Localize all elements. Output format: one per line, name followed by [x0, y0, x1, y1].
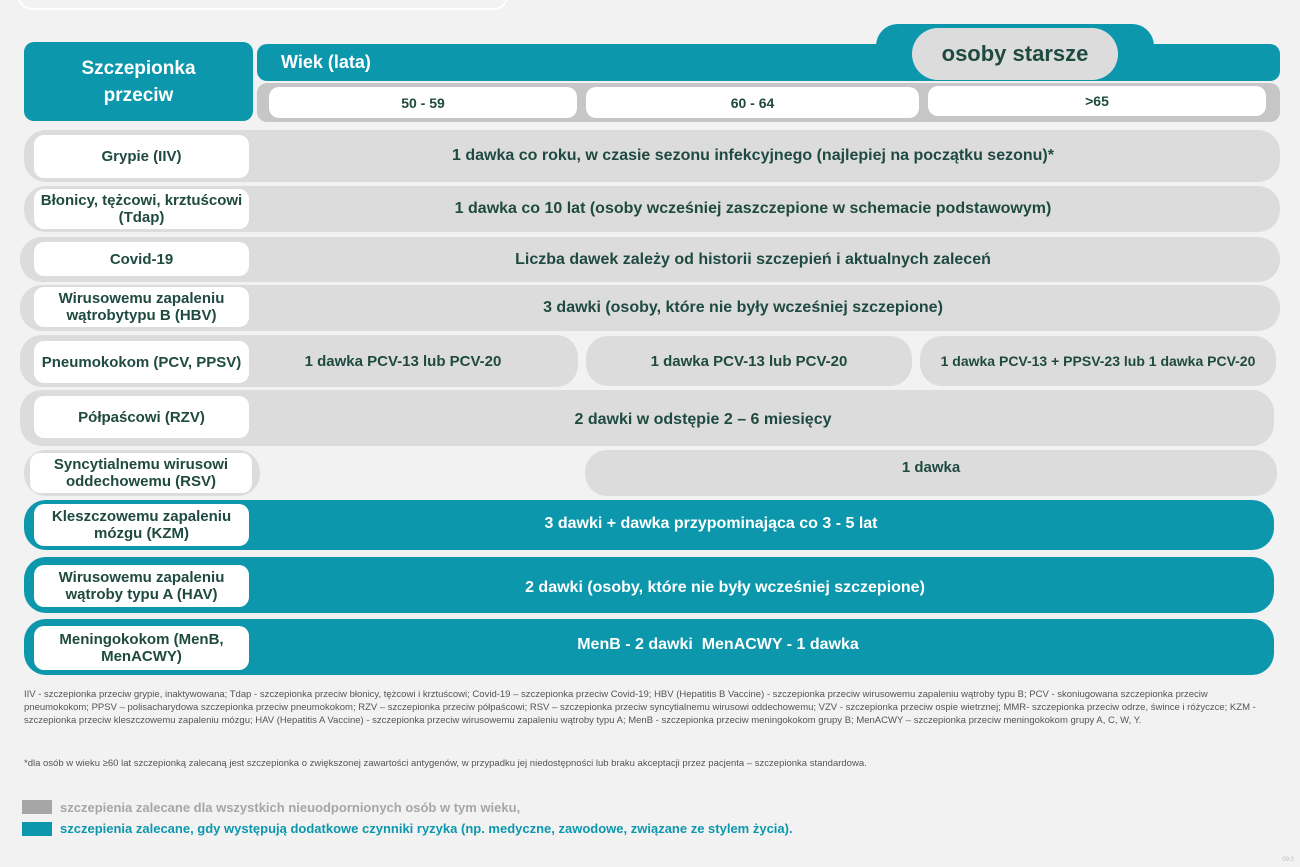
age-header-bar: [257, 44, 1280, 81]
row-label-tdap: Błonicy, tężcowi, krztuścowi (Tdap): [34, 189, 249, 229]
row-value-pneumococcal-60-64: 1 dawka PCV-13 lub PCV-20: [586, 336, 912, 386]
age-label: Wiek (lata): [281, 52, 371, 72]
legend-teal-swatch: [22, 822, 52, 836]
row-label-hbv: Wirusowemu zapaleniu wątrobytypu B (HBV): [34, 287, 249, 327]
row-value-influenza: 1 dawka co roku, w czasie sezonu infekcyjnego (najlepiej na początku sezonu)*: [452, 147, 1054, 164]
row-value-hav: 2 dawki (osoby, które nie były wcześniej szczepione): [525, 579, 925, 596]
row-value-pneumococcal-65-plus: 1 dawka PCV-13 + PPSV-23 lub 1 dawka PCV-20: [920, 336, 1276, 386]
corner-mark: 09.0: [1282, 857, 1294, 863]
age-range-50-59: 50 - 59: [269, 87, 577, 118]
row-value-rzv: 2 dawki w odstępie 2 – 6 miesięcy: [574, 411, 832, 428]
legend-teal-text: szczepienia zalecane, gdy występują dodatkowe czynniki ryzyka (np. medyczne, zawodowe, związane ze stylem życia).: [60, 821, 793, 836]
vaccine-column-header: Szczepionka przeciw: [24, 42, 253, 121]
row-label-covid: Covid-19: [34, 242, 249, 276]
age-range-65-plus: >65: [928, 86, 1266, 116]
row-label-kzm: Kleszczowemu zapaleniu mózgu (KZM): [34, 504, 249, 546]
row-label-hav: Wirusowemu zapaleniu wątroby typu A (HAV): [34, 565, 249, 607]
row-value-covid: Liczba dawek zależy od historii szczepień i aktualnych zaleceń: [515, 250, 991, 268]
row-label-rzv: Półpaścowi (RZV): [34, 396, 249, 438]
row-value-hbv: 3 dawki (osoby, które nie były wcześniej szczepione): [543, 299, 943, 316]
abbreviations-footnote: IIV - szczepionka przeciw grypie, inaktywowana; Tdap - szczepionka przeciw błonicy, tężcowi i krztuścowi; Covid-19 – szczepionka przeciw Covid-19; HBV (Hepatitis B Vaccine) - szczepionka przeciw wirusowemu zapaleniu wątroby typu B; PCV - skoniugowana szczepionka przeciw pneumokokom; PPSV – polisacharydowa szczepionka przeciw pneumokokom; RZV – szczepionka przeciw półpaścowi; RSV – szczepionka przeciw syncytialnemu wirusowi oddechowemu; VZV - szczepionka przeciw ospie wietrznej; MMR- szczepionka przeciw odrze, śwince i różyczce; KZM - szczepionka przeciw kleszczowemu zapaleniu mózgu; HAV (Hepatitis A Vaccine) - szczepionka przeciw wirusowemu zapaleniu wątroby typu A; MenB - szczepionka przeciw meningokokom grupy B; MenACWY – szczepionka przeciw meningokokom grupy A, C, W, Y.: [24, 689, 1256, 726]
row-label-influenza: Grypie (IIV): [34, 135, 249, 178]
legend-grey-text: szczepienia zalecane dla wszystkich nieuodpornionych osób w tym wieku,: [60, 800, 521, 815]
row-label-meningococcal: Meningokokom (MenB, MenACWY): [34, 626, 249, 670]
legend-grey-swatch: [22, 800, 52, 814]
row-value-kzm: 3 dawki + dawka przypominająca co 3 - 5 lat: [544, 515, 878, 532]
row-value-tdap: 1 dawka co 10 lat (osoby wcześniej zaszczepione w schemacie podstawowym): [454, 200, 1052, 217]
row-value-meningococcal: MenB - 2 dawki MenACWY - 1 dawka: [577, 636, 859, 653]
row-label-pneumococcal: Pneumokokom (PCV, PPSV): [34, 341, 249, 383]
elder-tab-label: osoby starsze: [912, 28, 1118, 80]
top-frame-fragment: [18, 0, 508, 10]
age-range-60-64: 60 - 64: [586, 87, 919, 118]
row-value-rsv: 1 dawka: [585, 450, 1277, 496]
asterisk-footnote: *dla osób w wieku ≥60 lat szczepionką zalecaną jest szczepionka o zwiększonej zawartości antygenów, w przypadku jej niedostępności lub braku akceptacji przez pacjenta – szczepionka standardowa.: [24, 758, 867, 769]
row-value-pneumococcal-50-59: 1 dawka PCV-13 lub PCV-20: [304, 352, 502, 370]
row-label-rsv: Syncytialnemu wirusowi oddechowemu (RSV): [30, 453, 252, 493]
